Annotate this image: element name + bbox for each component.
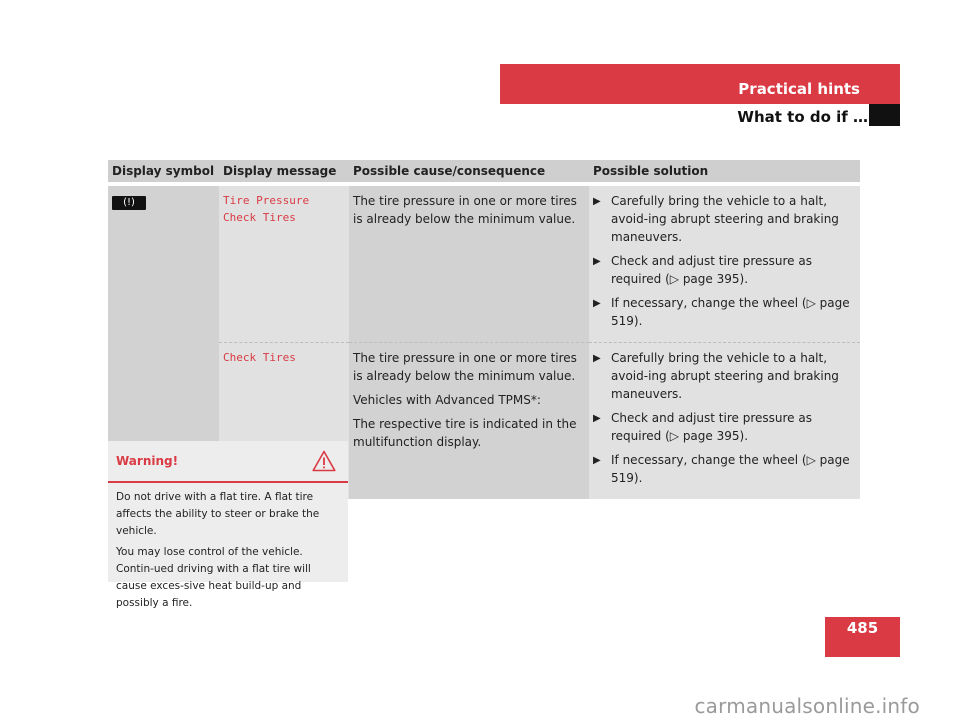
solution-item <box>593 192 856 246</box>
warning-paragraph: Do not drive with a flat tire. A flat tire affects the ability to steer or brake the vehicle. <box>116 491 320 537</box>
bullet-arrow-icon: ▶ <box>593 196 601 207</box>
solution-text: Carefully bring the vehicle to a halt, avoid-ing abrupt steering and braking maneuvers. <box>611 351 839 401</box>
display-message-line: Check Tires <box>223 211 296 224</box>
solution-cell <box>589 186 860 343</box>
solution-item <box>593 451 856 487</box>
warning-paragraph: You may lose control of the vehicle. Contin-ued driving with a flat tire will cause exces-sive heat build-up and possibly a fire. <box>116 546 311 609</box>
page-number: 485 <box>846 619 879 637</box>
bullet-arrow-icon: ▶ <box>593 413 601 424</box>
solution-text: Carefully bring the vehicle to a halt, avoid-ing abrupt steering and braking maneuvers. <box>611 194 839 244</box>
bullet-arrow-icon: ▶ <box>593 353 601 364</box>
bullet-arrow-icon: ▶ <box>593 455 601 466</box>
solution-text: If necessary, change the wheel (▷ page 519). <box>611 453 850 485</box>
display-message-line: Tire Pressure <box>223 194 310 207</box>
header-possible-cause: Possible cause/consequence <box>349 160 589 186</box>
tire-pressure-warning-icon: (!) <box>112 196 146 210</box>
header-tab-marker <box>869 104 900 126</box>
page-number-box <box>825 617 900 657</box>
bullet-arrow-icon: ▶ <box>593 256 601 267</box>
cause-text: The tire pressure in one or more tires is already below the minimum value. <box>353 351 577 383</box>
warning-body <box>108 483 348 622</box>
solution-text: Check and adjust tire pressure as required (▷ page 395). <box>611 254 812 286</box>
cause-cell <box>349 186 589 343</box>
solution-text: If necessary, change the wheel (▷ page 519). <box>611 296 850 328</box>
solution-text: Check and adjust tire pressure as required (▷ page 395). <box>611 411 812 443</box>
watermark: carmanualsonline.info <box>694 694 920 718</box>
cause-text: Vehicles with Advanced TPMS*: <box>353 393 541 407</box>
section-title: Practical hints <box>738 80 860 98</box>
solution-item <box>593 252 856 288</box>
cause-text: The respective tire is indicated in the multifunction display. <box>353 417 577 449</box>
section-subtitle: What to do if … <box>737 108 868 126</box>
table-row <box>108 186 860 343</box>
cause-text: The tire pressure in one or more tires is already below the minimum value. <box>353 194 577 226</box>
warning-box <box>108 441 348 609</box>
warning-triangle-icon <box>312 450 336 472</box>
solution-item <box>593 349 856 403</box>
solution-item <box>593 294 856 330</box>
warning-header <box>108 441 348 483</box>
solution-item <box>593 409 856 445</box>
header-display-symbol: Display symbol <box>108 160 219 186</box>
display-message-line: Check Tires <box>223 351 296 364</box>
table-header-row <box>108 160 860 186</box>
cause-cell <box>349 343 589 499</box>
header-possible-solution: Possible solution <box>589 160 860 186</box>
warning-label: Warning! <box>116 454 179 468</box>
message-cell <box>219 186 349 343</box>
solution-cell <box>589 343 860 499</box>
header-display-message: Display message <box>219 160 349 186</box>
bullet-arrow-icon: ▶ <box>593 298 601 309</box>
header-band <box>500 64 900 104</box>
